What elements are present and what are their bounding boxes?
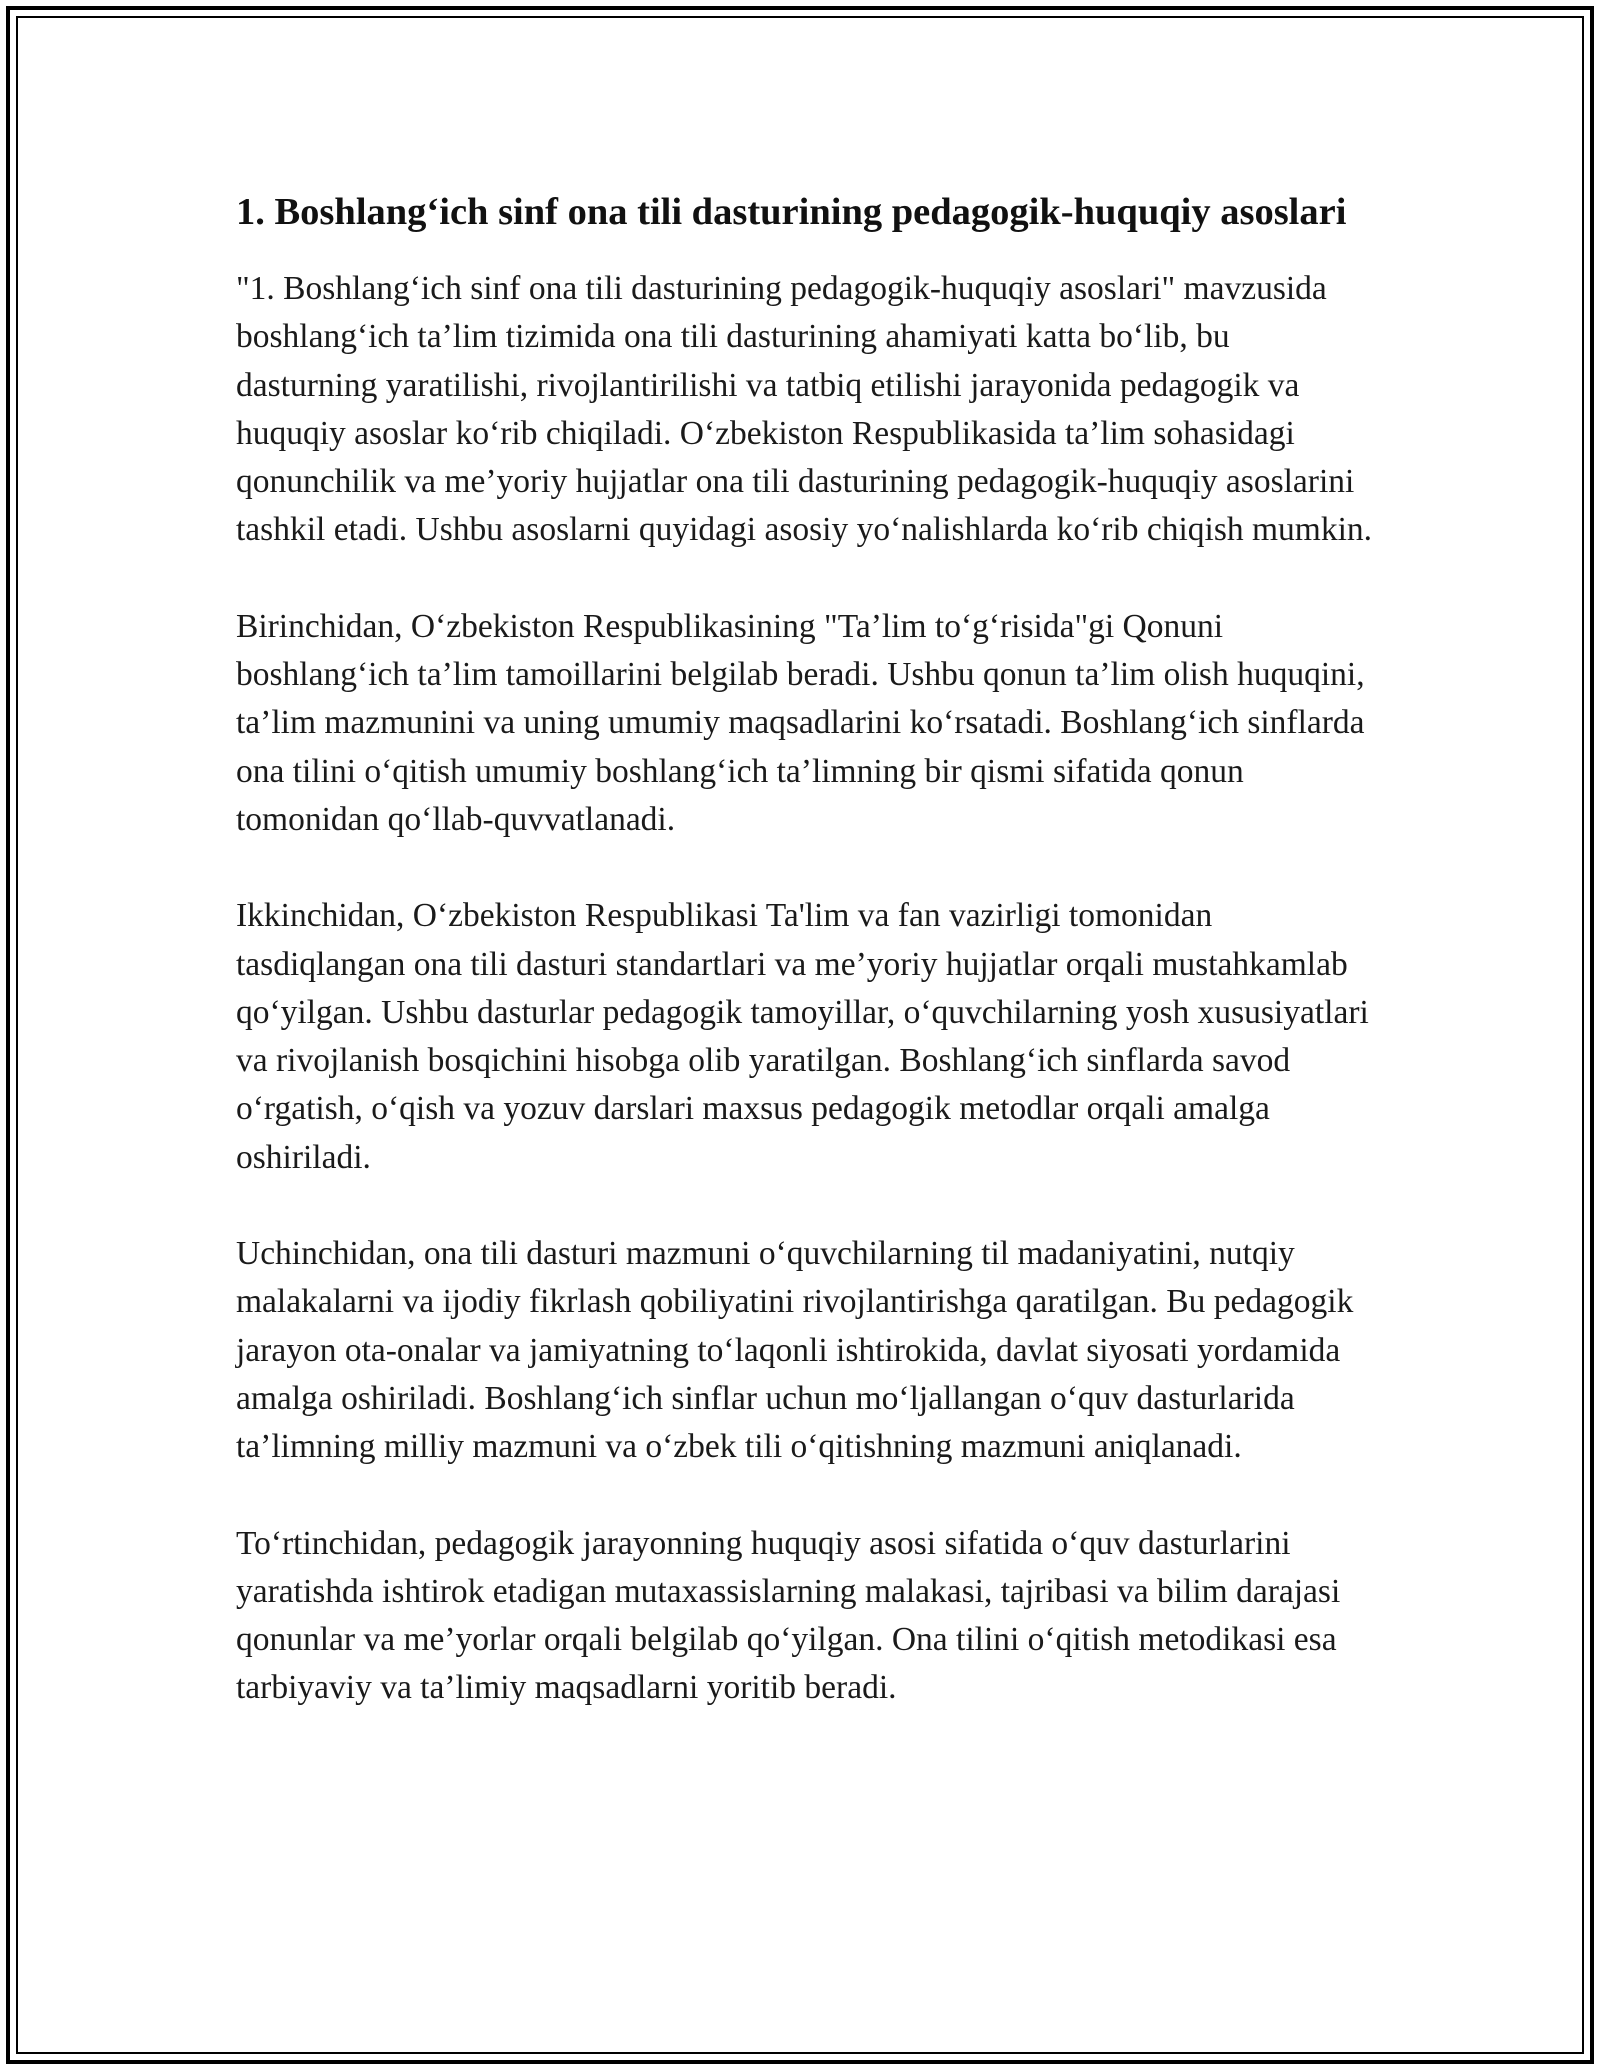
- document-title: 1. Boshlang‘ich sinf ona tili dasturining pedagogik-huquqiy asoslari: [236, 191, 1347, 233]
- paragraph-first-point: Birinchidan, O‘zbekiston Respublikasining "Ta’lim to‘g‘risida"gi Qonuni boshlang‘ich ta’lim tamoillarini belgilab beradi. Ushbu qonun ta’lim olish huquqini, ta’lim mazmunini va uning umumiy maqsadlarini ko‘rsatadi. Boshlang‘ich sinflarda ona tilini o‘qitish umumiy boshlang‘ich ta’limning bir qismi sifatida qonun tomonidan qo‘llab-quvvatlanadi.: [236, 607, 1365, 838]
- document-body: [236, 185, 1376, 1761]
- paragraph-fourth-point: To‘rtinchidan, pedagogik jarayonning huquqiy asosi sifatida o‘quv dasturlarini yaratishda ishtirok etadigan mutaxassislarning malakasi, tajribasi va bilim darajasi qonunlar va me’yorlar orqali belgilab qo‘yilgan. Ona tilini o‘qitish metodikasi esa tarbiyaviy va ta’limiy maqsadlarni yoritib beradi.: [236, 1524, 1341, 1707]
- paragraph-intro: "1. Boshlang‘ich sinf ona tili dasturining pedagogik-huquqiy asoslari" mavzusida boshlang‘ich ta’lim tizimida ona tili dasturining ahamiyati katta bo‘lib, bu dasturning yaratilishi, rivojlantirilishi va tatbiq etilishi jarayonida pedagogik va huquqiy asoslar ko‘rib chiqiladi. O‘zbekiston Respublikasida ta’lim sohasidagi qonunchilik va me’yoriy hujjatlar ona tili dasturining pedagogik-huquqiy asoslarini tashkil etadi. Ushbu asoslarni quyidagi asosiy yo‘nalishlarda ko‘rib chiqish mumkin.: [236, 270, 1373, 549]
- paragraph-second-point: Ikkinchidan, O‘zbekiston Respublikasi Ta'lim va fan vazirligi tomonidan tasdiqlangan ona tili dasturi standartlari va me’yoriy hujjatlar orqali mustahkamlab qo‘yilgan. Ushbu dasturlar pedagogik tamoyillar, o‘quvchilarning yosh xususiyatlari va rivojlanish bosqichini hisobga olib yaratilgan. Boshlang‘ich sinflarda savod o‘rgatish, o‘qish va yozuv darslari maxsus pedagogik metodlar orqali amalga oshiriladi.: [236, 897, 1369, 1176]
- paragraph-third-point: Uchinchidan, ona tili dasturi mazmuni o‘quvchilarning til madaniyatini, nutqiy malakalarni va ijodiy fikrlash qobiliyatini rivojlantirishga qaratilgan. Bu pedagogik jarayon ota-onalar va jamiyatning to‘laqonli ishtirokida, davlat siyosati yordamida amalga oshiriladi. Boshlang‘ich sinflar uchun mo‘ljallangan o‘quv dasturlarida ta’limning milliy mazmuni va o‘zbek tili o‘qitishning mazmuni aniqlanadi.: [236, 1235, 1354, 1466]
